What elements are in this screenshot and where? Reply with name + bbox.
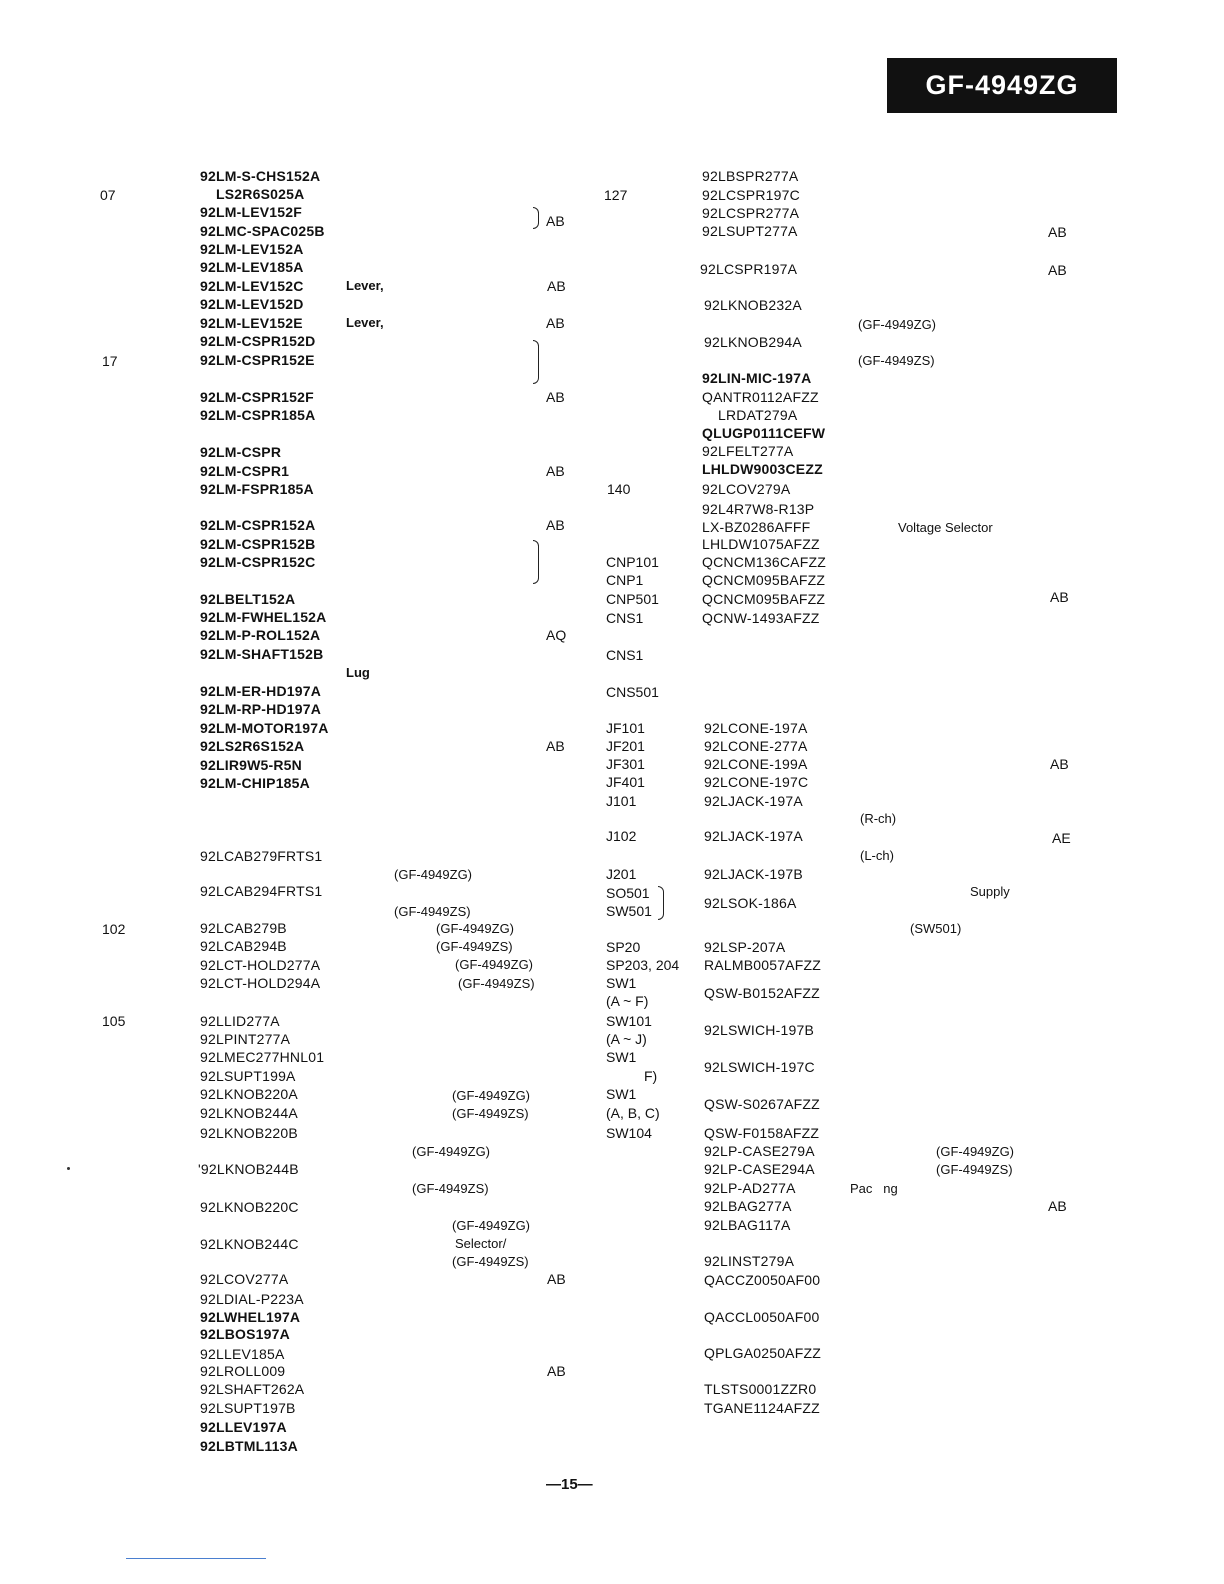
ref-number: 07 (100, 187, 116, 203)
ref-number: SP20 (606, 939, 641, 955)
part-number: 92LJACK-197A (704, 828, 803, 844)
part-number: 92LKNOB220B (200, 1125, 298, 1141)
part-number: 92LLEV197A (200, 1419, 287, 1435)
description: Supply (970, 884, 1010, 899)
variant-note: (GF-4949ZG) (394, 867, 473, 882)
ref-number: (A ~ F) (606, 993, 649, 1009)
variant-note: (GF-4949ZS) (452, 1254, 529, 1269)
part-number: 92LCONE-277A (704, 738, 808, 754)
variant-note: Selector/ (455, 1236, 507, 1251)
part-number: LHLDW1075AFZZ (702, 536, 820, 552)
part-number: 92LCSPR197A (700, 261, 798, 277)
part-number: 92LSUPT199A (200, 1068, 296, 1084)
part-number: LS2R6S025A (216, 186, 305, 202)
ref-number: SP203, 204 (606, 957, 680, 973)
description: (R-ch) (860, 811, 897, 826)
part-number: 92LMEC277HNL01 (200, 1049, 325, 1065)
part-number: QSW-B0152AFZZ (704, 985, 820, 1001)
part-number: 92LP-AD277A (704, 1180, 796, 1196)
variant-note: (GF-4949ZS) (458, 976, 535, 991)
part-number: 92LKNOB244C (200, 1236, 299, 1252)
price-code: AB (1048, 1198, 1067, 1214)
part-number: 92LM-CSPR (200, 444, 282, 460)
ref-number: CNP501 (606, 591, 659, 607)
part-number: TGANE1124AFZZ (704, 1400, 820, 1416)
part-number: QACCZ0050AF00 (704, 1272, 821, 1288)
part-number: RALMB0057AFZZ (704, 957, 821, 973)
part-number: QSW-S0267AFZZ (704, 1096, 820, 1112)
part-number: 92LM-CSPR152B (200, 536, 316, 552)
part-number: 92LCONE-197C (704, 774, 809, 790)
part-number: 92LMC-SPAC025B (200, 223, 325, 239)
part-number: 92LCOV277A (200, 1271, 289, 1287)
ref-number: SW1 (606, 975, 637, 991)
ref-number: JF401 (606, 774, 645, 790)
scan-speck (67, 1167, 70, 1170)
description: Lug (346, 665, 370, 680)
price-code: AB (546, 463, 565, 479)
page-number: —15— (546, 1476, 593, 1493)
part-number: 92LDIAL-P223A (200, 1291, 304, 1307)
part-number: 92LM-CSPR152C (200, 554, 316, 570)
part-number: LX-BZ0286AFFF (702, 519, 811, 535)
variant-note: (GF-4949ZS) (412, 1181, 489, 1196)
ref-number: JF101 (606, 720, 645, 736)
ref-number: 105 (102, 1013, 126, 1029)
part-number: 92LS2R6S152A (200, 738, 305, 754)
part-number: 92LM-FSPR185A (200, 481, 314, 497)
price-code: AB (1048, 224, 1067, 240)
description: (L-ch) (860, 848, 894, 863)
variant-note: (GF-4949ZG) (436, 921, 515, 936)
part-number: 92LLEV185A (200, 1346, 285, 1362)
ref-number: 17 (102, 353, 118, 369)
part-number: 92LM-LEV185A (200, 259, 304, 275)
ref-number: 140 (607, 481, 631, 497)
variant-note: (GF-4949ZG) (452, 1218, 531, 1233)
part-number: 92LM-SHAFT152B (200, 646, 324, 662)
variant-note: (GF-4949ZS) (858, 353, 935, 368)
part-number: QCNW-1493AFZZ (702, 610, 820, 626)
part-number: 92LWHEL197A (200, 1309, 301, 1325)
price-code: AB (546, 517, 565, 533)
part-number: 92LCONE-197A (704, 720, 808, 736)
price-code: AQ (546, 627, 567, 643)
part-number: 92LSUPT277A (702, 223, 798, 239)
part-number: 92LM-CSPR152F (200, 389, 314, 405)
variant-note: (GF-4949ZS) (936, 1162, 1013, 1177)
part-number: '92LKNOB244B (198, 1161, 299, 1177)
part-number: 92LM-RP-HD197A (200, 701, 322, 717)
variant-note: (GF-4949ZG) (936, 1144, 1015, 1159)
price-code: AB (547, 278, 566, 294)
part-number: 92LSWICH-197B (704, 1022, 814, 1038)
price-code: AB (546, 738, 565, 754)
part-number: 92LM-CSPR185A (200, 407, 316, 423)
ref-number: 127 (604, 187, 628, 203)
part-number: QPLGA0250AFZZ (704, 1345, 821, 1361)
part-number: 92LM-ER-HD197A (200, 683, 322, 699)
ref-number: CNS1 (606, 610, 644, 626)
ref-number: SW1 (606, 1086, 637, 1102)
ref-number: JF201 (606, 738, 645, 754)
part-number: 92LBTML113A (200, 1438, 298, 1454)
price-code: AB (547, 1271, 566, 1287)
part-number: 92LP-CASE279A (704, 1143, 815, 1159)
part-number: 92LM-LEV152E (200, 315, 303, 331)
variant-note: (GF-4949ZS) (436, 939, 513, 954)
part-number: 92LJACK-197A (704, 793, 803, 809)
part-number: QSW-F0158AFZZ (704, 1125, 820, 1141)
price-code: AB (547, 1363, 566, 1379)
part-number: TLSTS0001ZZR0 (704, 1381, 817, 1397)
part-number: 92LM-CSPR152D (200, 333, 316, 349)
part-number: 92LSP-207A (704, 939, 786, 955)
footer-rule (126, 1558, 266, 1559)
brace (658, 886, 664, 920)
part-number: 92LINST279A (704, 1253, 795, 1269)
part-number: 92LM-CSPR152A (200, 517, 316, 533)
part-number: QCNCM136CAFZZ (702, 554, 826, 570)
part-number: LHLDW9003CEZZ (702, 461, 823, 477)
part-number: 92LKNOB220A (200, 1086, 298, 1102)
model-title: GF-4949ZG (925, 70, 1079, 100)
ref-number: 102 (102, 921, 126, 937)
ref-number: JF301 (606, 756, 645, 772)
part-number: 92LCSPR277A (702, 205, 800, 221)
ref-number: CNS1 (606, 647, 644, 663)
part-number: 92LKNOB244A (200, 1105, 298, 1121)
price-code: AB (1048, 262, 1067, 278)
ref-number: CNP101 (606, 554, 659, 570)
part-number: 92LLID277A (200, 1013, 280, 1029)
part-number: QCNCM095BAFZZ (702, 591, 826, 607)
part-number: 92LM-P-ROL152A (200, 627, 321, 643)
part-number: QACCL0050AF00 (704, 1309, 820, 1325)
part-number: 92LM-S-CHS152A (200, 168, 321, 184)
part-number: 92LM-CHIP185A (200, 775, 310, 791)
part-number: 92LM-FWHEL152A (200, 609, 327, 625)
part-number: 92LSWICH-197C (704, 1059, 815, 1075)
price-code: AE (1052, 830, 1071, 846)
part-number: 92LM-LEV152A (200, 241, 304, 257)
part-number: QLUGP0111CEFW (702, 425, 826, 441)
part-number: 92LBELT152A (200, 591, 296, 607)
description: Voltage Selector (898, 520, 993, 535)
part-number: 92LKNOB294A (704, 334, 802, 350)
part-number: 92LCAB294FRTS1 (200, 883, 323, 899)
variant-note: (GF-4949ZS) (394, 904, 471, 919)
part-number: 92LBSPR277A (702, 168, 799, 184)
part-number: 92LCAB279B (200, 920, 287, 936)
price-code: AB (546, 213, 565, 229)
variant-note: (GF-4949ZG) (412, 1144, 491, 1159)
price-code: AB (1050, 589, 1069, 605)
ref-number: SW501 (606, 903, 652, 919)
ref-number: J201 (606, 866, 637, 882)
variant-note: (GF-4949ZG) (858, 317, 937, 332)
price-code: AB (1050, 756, 1069, 772)
part-number: 92LKNOB220C (200, 1199, 299, 1215)
part-number: 92LCONE-199A (704, 756, 808, 772)
ref-number: CNS501 (606, 684, 659, 700)
part-number: 92LM-LEV152F (200, 204, 302, 220)
part-number: 92LBOS197A (200, 1326, 290, 1342)
part-number: 92LKNOB232A (704, 297, 802, 313)
ref-number: (A, B, C) (606, 1105, 660, 1121)
ref-number: J102 (606, 828, 637, 844)
part-number: 92LJACK-197B (704, 866, 803, 882)
brace (533, 540, 539, 584)
part-number: 92LIR9W5-R5N (200, 757, 302, 773)
model-badge (887, 58, 1117, 113)
part-number: 92LCAB279FRTS1 (200, 848, 323, 864)
description: (SW501) (910, 921, 962, 936)
part-number: 92LCAB294B (200, 938, 287, 954)
part-number: 92LSUPT197B (200, 1400, 296, 1416)
part-number: 92LBAG117A (704, 1217, 791, 1233)
variant-note: (GF-4949ZG) (452, 1088, 531, 1103)
part-number: 92LP-CASE294A (704, 1161, 815, 1177)
ref-number: SW1 (606, 1049, 637, 1065)
part-number: 92LSHAFT262A (200, 1381, 305, 1397)
part-number: 92LM-LEV152C (200, 278, 304, 294)
part-number: 92LM-CSPR1 (200, 463, 290, 479)
ref-number: F) (644, 1068, 658, 1084)
part-number: 92LFELT277A (702, 443, 794, 459)
part-number: LRDAT279A (718, 407, 798, 423)
part-number: QCNCM095BAFZZ (702, 572, 826, 588)
ref-number: CNP1 (606, 572, 644, 588)
part-number: 92LPINT277A (200, 1031, 291, 1047)
variant-note: (GF-4949ZG) (455, 957, 534, 972)
part-number: 92LCOV279A (702, 481, 791, 497)
description: Lever, (346, 315, 384, 330)
part-number: 92LCT-HOLD294A (200, 975, 321, 991)
part-number: 92LM-MOTOR197A (200, 720, 329, 736)
ref-number: SW104 (606, 1125, 652, 1141)
part-number: 92LM-CSPR152E (200, 352, 315, 368)
ref-number: SW101 (606, 1013, 652, 1029)
ref-number: (A ~ J) (606, 1031, 647, 1047)
ref-number: SO501 (606, 885, 650, 901)
part-number: 92LBAG277A (704, 1198, 792, 1214)
description: Lever, (346, 278, 384, 293)
part-number: 92LSOK-186A (704, 895, 797, 911)
variant-note: (GF-4949ZS) (452, 1106, 529, 1121)
part-number: QANTR0112AFZZ (702, 389, 819, 405)
part-number: 92LCT-HOLD277A (200, 957, 321, 973)
description: Pac ng (850, 1181, 898, 1196)
part-number: 92LROLL009 (200, 1363, 286, 1379)
brace (533, 340, 539, 384)
part-number: 92LIN-MIC-197A (702, 370, 812, 386)
part-number: 92LM-LEV152D (200, 296, 304, 312)
price-code: AB (546, 315, 565, 331)
price-code: AB (546, 389, 565, 405)
part-number: 92LCSPR197C (702, 187, 800, 203)
ref-number: J101 (606, 793, 637, 809)
part-number: 92L4R7W8-R13P (702, 501, 815, 517)
brace (533, 207, 539, 229)
